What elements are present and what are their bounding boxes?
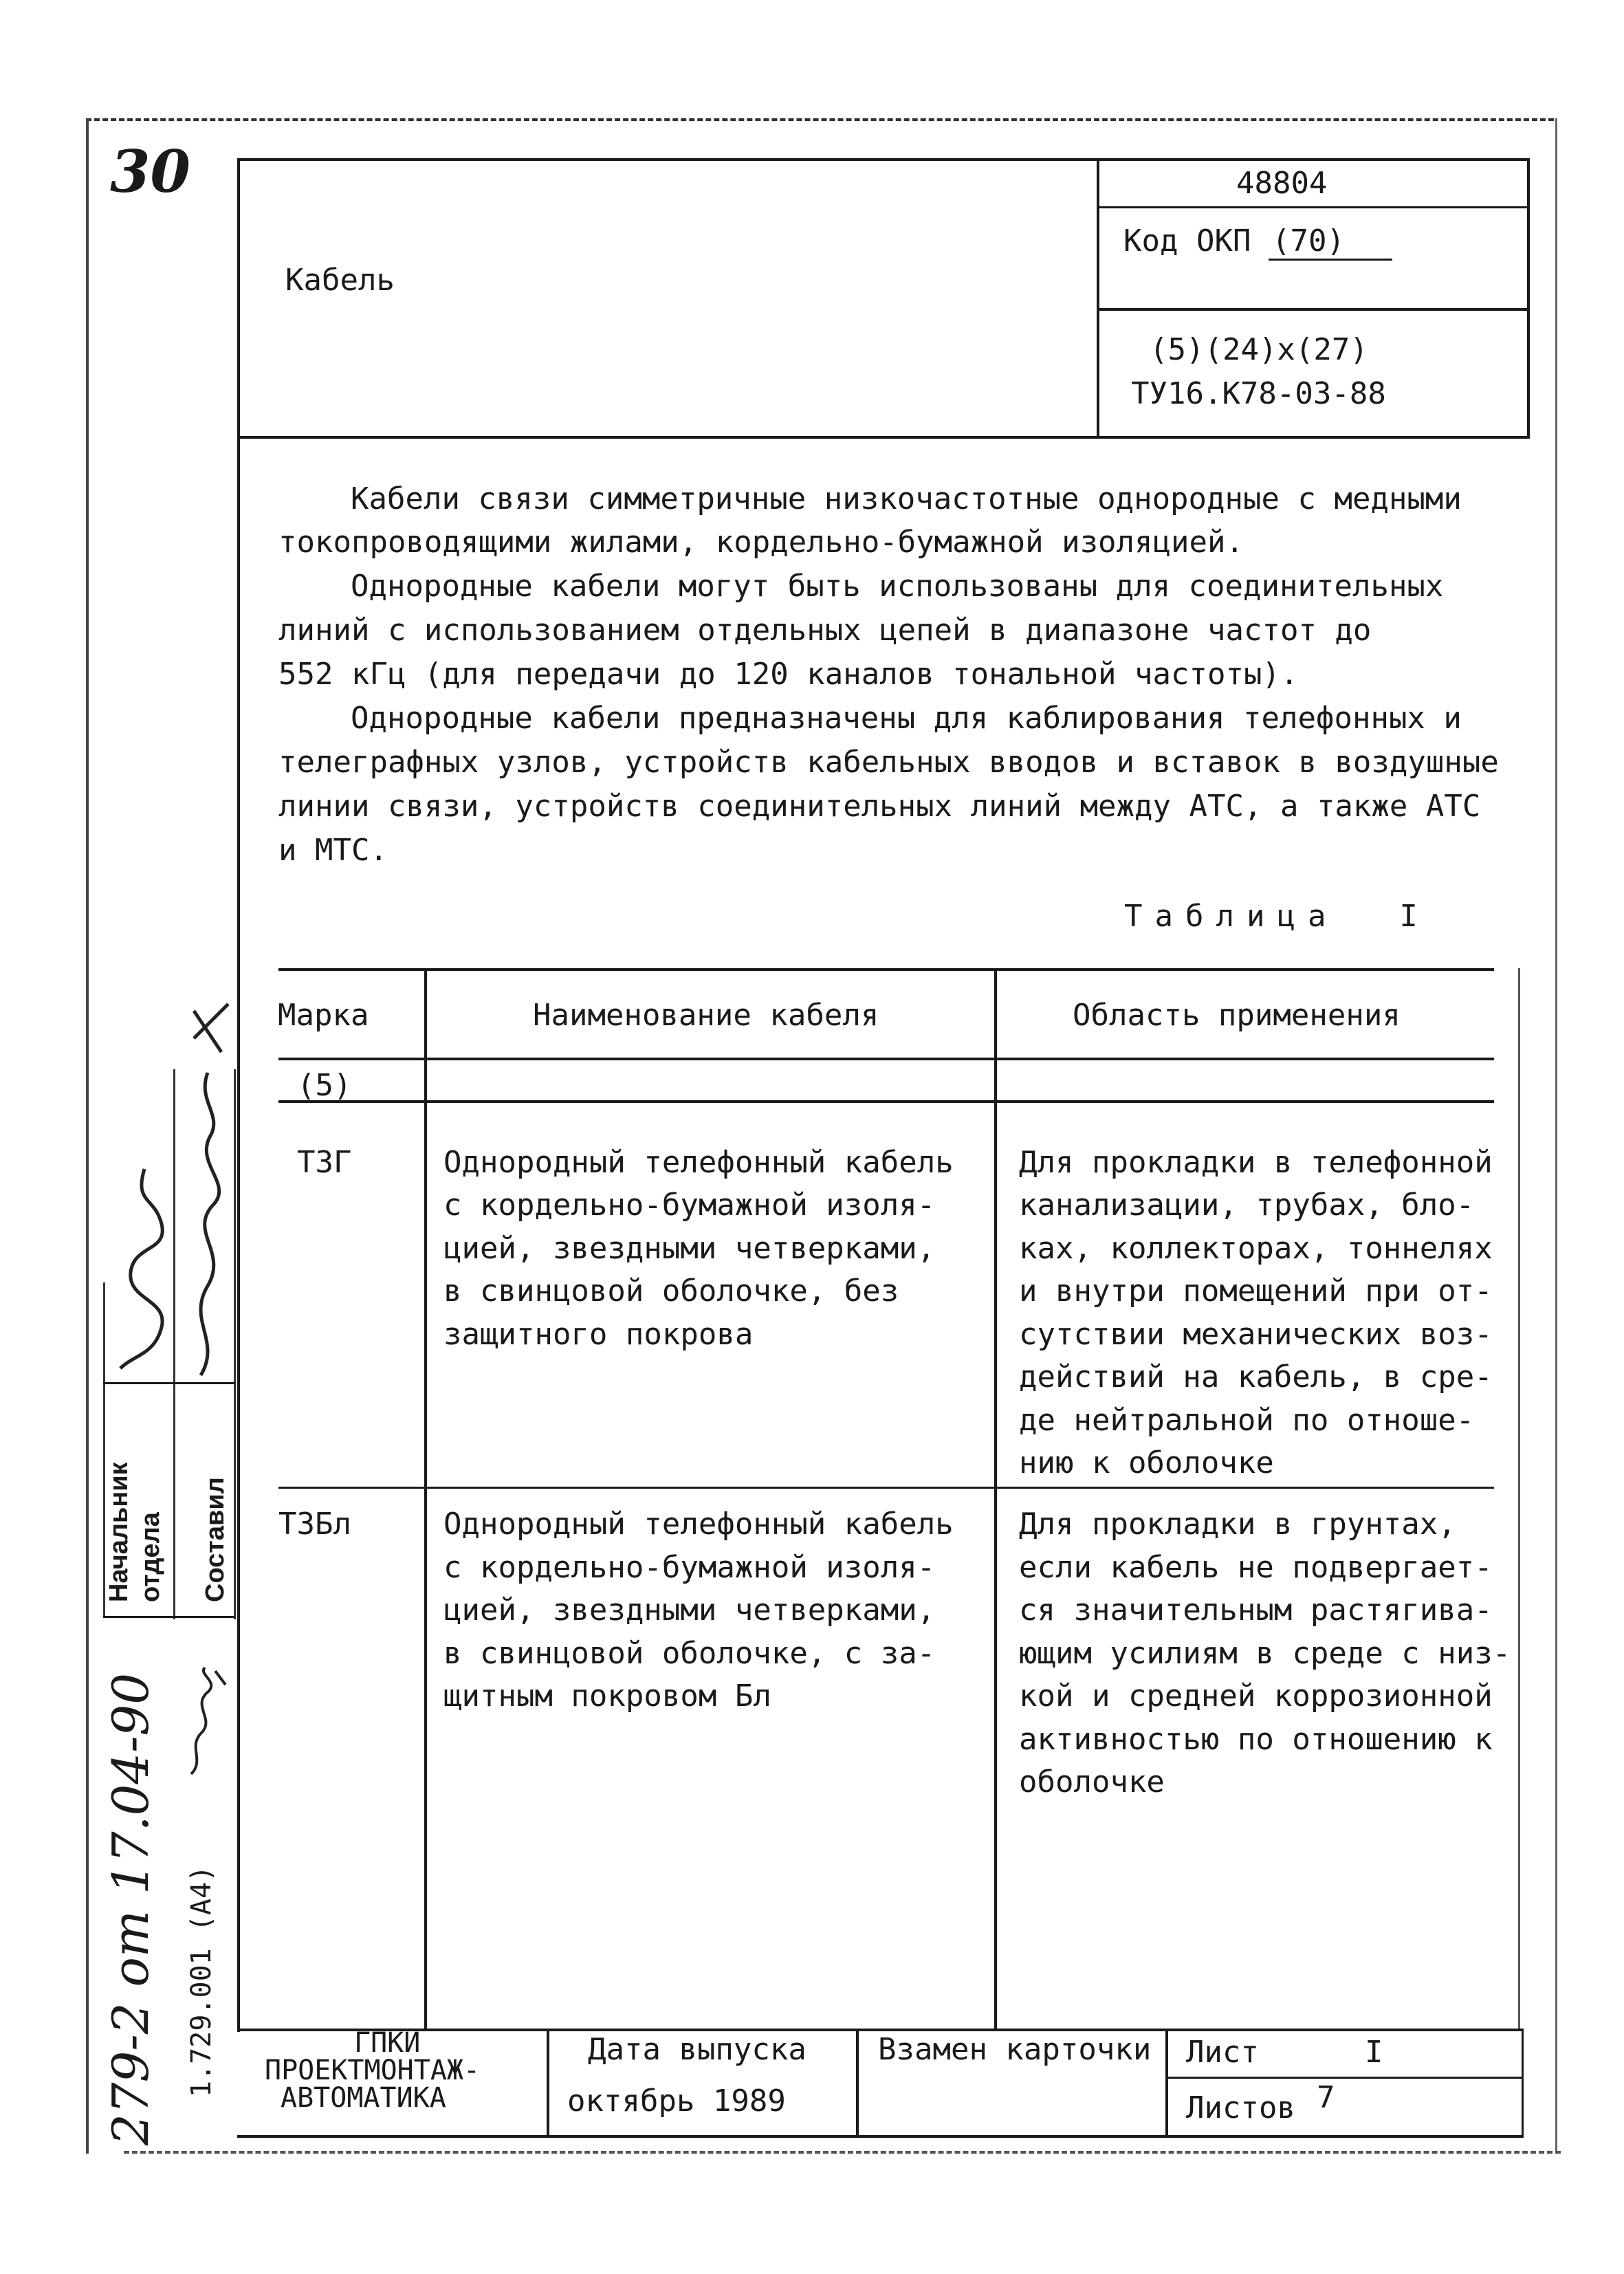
product-title: Кабель bbox=[285, 263, 395, 298]
header-top-line bbox=[237, 158, 1530, 161]
table-col-divider-2 bbox=[994, 968, 997, 2031]
header-okp-sep bbox=[1097, 308, 1530, 311]
signature-date-initials bbox=[184, 1664, 232, 1781]
footer-div-2 bbox=[856, 2029, 859, 2138]
sheet-value: I bbox=[1365, 2035, 1383, 2070]
sheets-total-label: Листов bbox=[1186, 2090, 1295, 2125]
org-line-2: ПРОЕКТМОНТАЖ- bbox=[265, 2055, 481, 2086]
footer-div-3 bbox=[1165, 2029, 1168, 2138]
table-right-line bbox=[1518, 968, 1520, 2031]
signature-head-of-department bbox=[113, 1148, 175, 1375]
table-header-name: Наименование кабеля bbox=[533, 998, 879, 1033]
release-date-label: Дата выпуска bbox=[588, 2032, 806, 2067]
replace-card-label: Взамен карточки bbox=[878, 2032, 1152, 2067]
tu-code: ТУ16.К78-03-88 bbox=[1131, 376, 1386, 411]
table-col-divider-1 bbox=[424, 968, 427, 2031]
release-date-value: октябрь 1989 bbox=[567, 2084, 786, 2119]
bottom-dashed-border bbox=[124, 2151, 1561, 2154]
footer-div-1 bbox=[547, 2029, 549, 2138]
header-code-sep bbox=[1097, 206, 1530, 208]
header-divider bbox=[1097, 158, 1099, 439]
org-line-3: АВТОМАТИКА bbox=[281, 2082, 446, 2114]
spec-code: (5)(24)x(27) bbox=[1150, 332, 1368, 367]
intro-line: и МТС. bbox=[278, 833, 388, 868]
table-caption: Таблица I bbox=[1124, 899, 1430, 934]
intro-line: линий с использованием отдельных цепей в диапазоне частот до bbox=[278, 613, 1372, 648]
okp-underline bbox=[1269, 259, 1392, 261]
head-of-department-label: Начальник отдела bbox=[105, 1462, 165, 1602]
sheets-total-value: 7 bbox=[1317, 2080, 1335, 2115]
intro-line: линии связи, устройств соединительных линий между АТС, а также АТС bbox=[278, 789, 1481, 824]
intro-line: телеграфных узлов, устройств кабельных вводов и вставок в воздушные bbox=[278, 745, 1499, 780]
table-header-mark: Марка bbox=[278, 998, 369, 1033]
form-code-label: 1.729.001 (А4) bbox=[186, 1865, 217, 2097]
content-left-line bbox=[237, 158, 240, 2032]
table-header-usage: Область применения bbox=[1073, 998, 1401, 1033]
sheet-label: Лист bbox=[1186, 2035, 1259, 2070]
table-header-line bbox=[278, 1058, 1494, 1060]
table-top-line bbox=[278, 968, 1494, 971]
header-bottom-line bbox=[237, 436, 1530, 439]
composed-by-label: Составил bbox=[201, 1477, 230, 1602]
intro-line: 552 кГц (для передачи до 120 каналов тональной частоты). bbox=[278, 657, 1299, 692]
left-page-rule bbox=[86, 118, 89, 2154]
margin-row-line-2 bbox=[103, 1616, 235, 1618]
footer-bottom-line bbox=[237, 2135, 1523, 2138]
handwritten-reference: 279-2 от 17.04-90 bbox=[102, 1672, 160, 2145]
org-line-1: ГПКИ bbox=[354, 2027, 421, 2059]
table-row-mark: ТЗБл bbox=[278, 1507, 351, 1542]
okp-value: (70) bbox=[1272, 223, 1345, 259]
intro-line: Однородные кабели могут быть использованы для соединительных bbox=[351, 569, 1444, 604]
intro-line: Кабели связи симметричные низкочастотные однородные с медными bbox=[351, 481, 1462, 516]
footer-sheet-sep bbox=[1165, 2077, 1523, 2079]
okp-label: Код ОКП bbox=[1123, 223, 1251, 259]
table-row-mark: ТЗГ bbox=[297, 1145, 352, 1180]
top-dashed-border bbox=[86, 118, 1554, 121]
table-subheader-mark: (5) bbox=[297, 1068, 352, 1103]
right-page-rule bbox=[1555, 118, 1557, 2154]
document-code: 48804 bbox=[1236, 166, 1328, 201]
table-subheader-line bbox=[278, 1100, 1494, 1103]
footer-right-line bbox=[1522, 2029, 1524, 2138]
header-right-line bbox=[1527, 158, 1530, 439]
corner-number: 30 bbox=[110, 138, 190, 206]
signature-composed bbox=[180, 997, 235, 1382]
intro-line: токопроводящими жилами, кордельно-бумажной изоляцией. bbox=[278, 525, 1244, 560]
table-row-separator bbox=[278, 1487, 1494, 1489]
intro-line: Однородные кабели предназначены для каблирования телефонных и bbox=[351, 701, 1462, 736]
